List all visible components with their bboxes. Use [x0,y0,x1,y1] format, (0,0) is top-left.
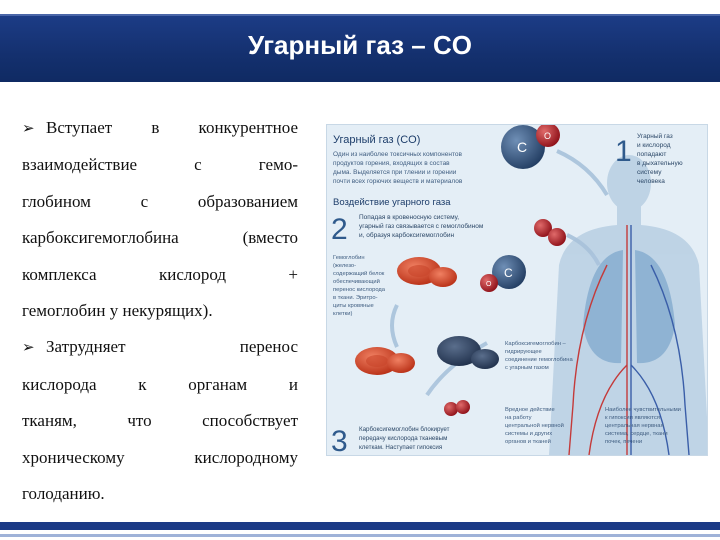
oxygen-label: O [486,281,492,288]
hemoglobin-line: Гемоглобин [333,255,365,261]
step-3-line: клеткам. Наступает гипоксия [359,444,443,451]
bullet-list [22,110,298,512]
step-1-line: попадают [637,151,667,158]
step-2-line: угарный газ связывается с гемоглобином [359,223,484,230]
vulnerable-line: к гипоксии являются [605,415,660,421]
infographic-canvas [327,125,707,455]
co-molecule-medium [480,255,526,292]
step-1-line: и кислород [637,142,671,149]
bullet-2-line: хроническому кислородному [22,447,298,467]
bullet-1-line: ➢ Вступает в конкурентное [22,110,298,147]
bullet-2-line: голоданию. [22,484,105,504]
carbon-label: C [504,266,513,280]
step-2-number: 2 [331,213,348,246]
section-heading: Воздействие угарного газа [333,197,451,208]
organs-line: Вредное действие [505,407,555,413]
oxygen-label: O [544,131,552,141]
carbon-label: C [517,139,528,155]
intro-line: дыма. Выделяется при тлении и горении [333,169,457,176]
co-molecule-large [501,125,560,169]
hemoglobin-line: клетки) [333,311,353,317]
bullet-item-2 [22,329,298,512]
vulnerable-line: Наиболее чувствительными [605,407,681,413]
bullet-2-line: тканям, что способствует [22,411,298,431]
step-3-number: 3 [331,425,348,455]
organs-line: органов и тканей [505,439,551,445]
hemoglobin-line: (железо- [333,263,357,269]
carboxy-line: гидрирующее [505,349,542,355]
bullet-1-line: карбоксигемоглобина (вместо [22,228,298,248]
intro-line: почти всех горючих веществ и материалов [333,178,463,185]
bullet-1-line: комплекса кислород + [22,264,298,284]
oxygen-molecule-small [444,400,470,416]
oxygen-molecule [534,219,566,246]
intro-line: Один из наиболее токсичных компонентов [333,151,462,158]
title-banner [0,14,720,82]
hemoglobin-line: в ткани. Эритро- [333,295,378,301]
carboxyhemoglobin-cell [437,336,499,369]
intro-line: продуктов горения, входящих в состав [333,160,450,167]
carboxy-line: соединение гемоглобина [505,357,573,363]
bullet-item-1 [22,110,298,329]
step-3-line: передачу кислорода тканевым [359,435,448,442]
hemoglobin-line: циты кровяные [333,303,374,309]
hemoglobin-line: обеспечивающий [333,279,380,285]
footer-line [0,534,720,537]
page-title: Угарный газ – CO [248,30,472,60]
hemoglobin-line: содержащий белок [333,271,385,277]
check-arrow-icon: ➢ [22,340,35,357]
red-blood-cell [387,353,415,373]
footer-bar [0,522,720,530]
bullet-2-line: ➢ Затрудняет перенос [22,329,298,366]
bullet-1-line: глобином с образованием [22,191,298,211]
hemoglobin-line: перенос кислорода [333,287,386,293]
bullet-1-line: взаимодействие с гемо- [22,155,298,175]
carbon-monoxide-infographic [326,124,708,456]
carboxy-line: с угарным газом [505,365,549,371]
vulnerable-line: почек, печени [605,439,643,445]
carboxy-line: Карбоксигемоглобин – [505,341,566,347]
organs-line: системы и других [505,431,553,437]
red-blood-cell [429,267,457,287]
bullet-2-line: кислорода к органам и [22,374,298,394]
step-1-line: систему [637,169,662,176]
step-1-line: Угарный газ [637,133,673,140]
organs-line: центральной нервной [505,423,564,429]
vulnerable-line: центральная нервная [605,423,664,429]
step-3-line: Карбоксигемоглобин блокирует [359,426,450,433]
bullet-1-line: гемоглобин у некурящих). [22,301,213,321]
infographic-heading: Угарный газ (CO) [333,134,421,146]
step-2-line: Попадая в кровеносную систему, [359,214,460,221]
vulnerable-line: система, сердце, ткани [605,431,668,437]
step-2-line: и, образуя карбоксигемоглобин [359,232,455,239]
step-1-number: 1 [615,135,632,168]
step-1-line: в дыхательную [637,160,683,167]
organs-line: на работу [505,415,532,421]
step-1-line: человека [637,178,665,185]
check-arrow-icon: ➢ [22,121,35,137]
